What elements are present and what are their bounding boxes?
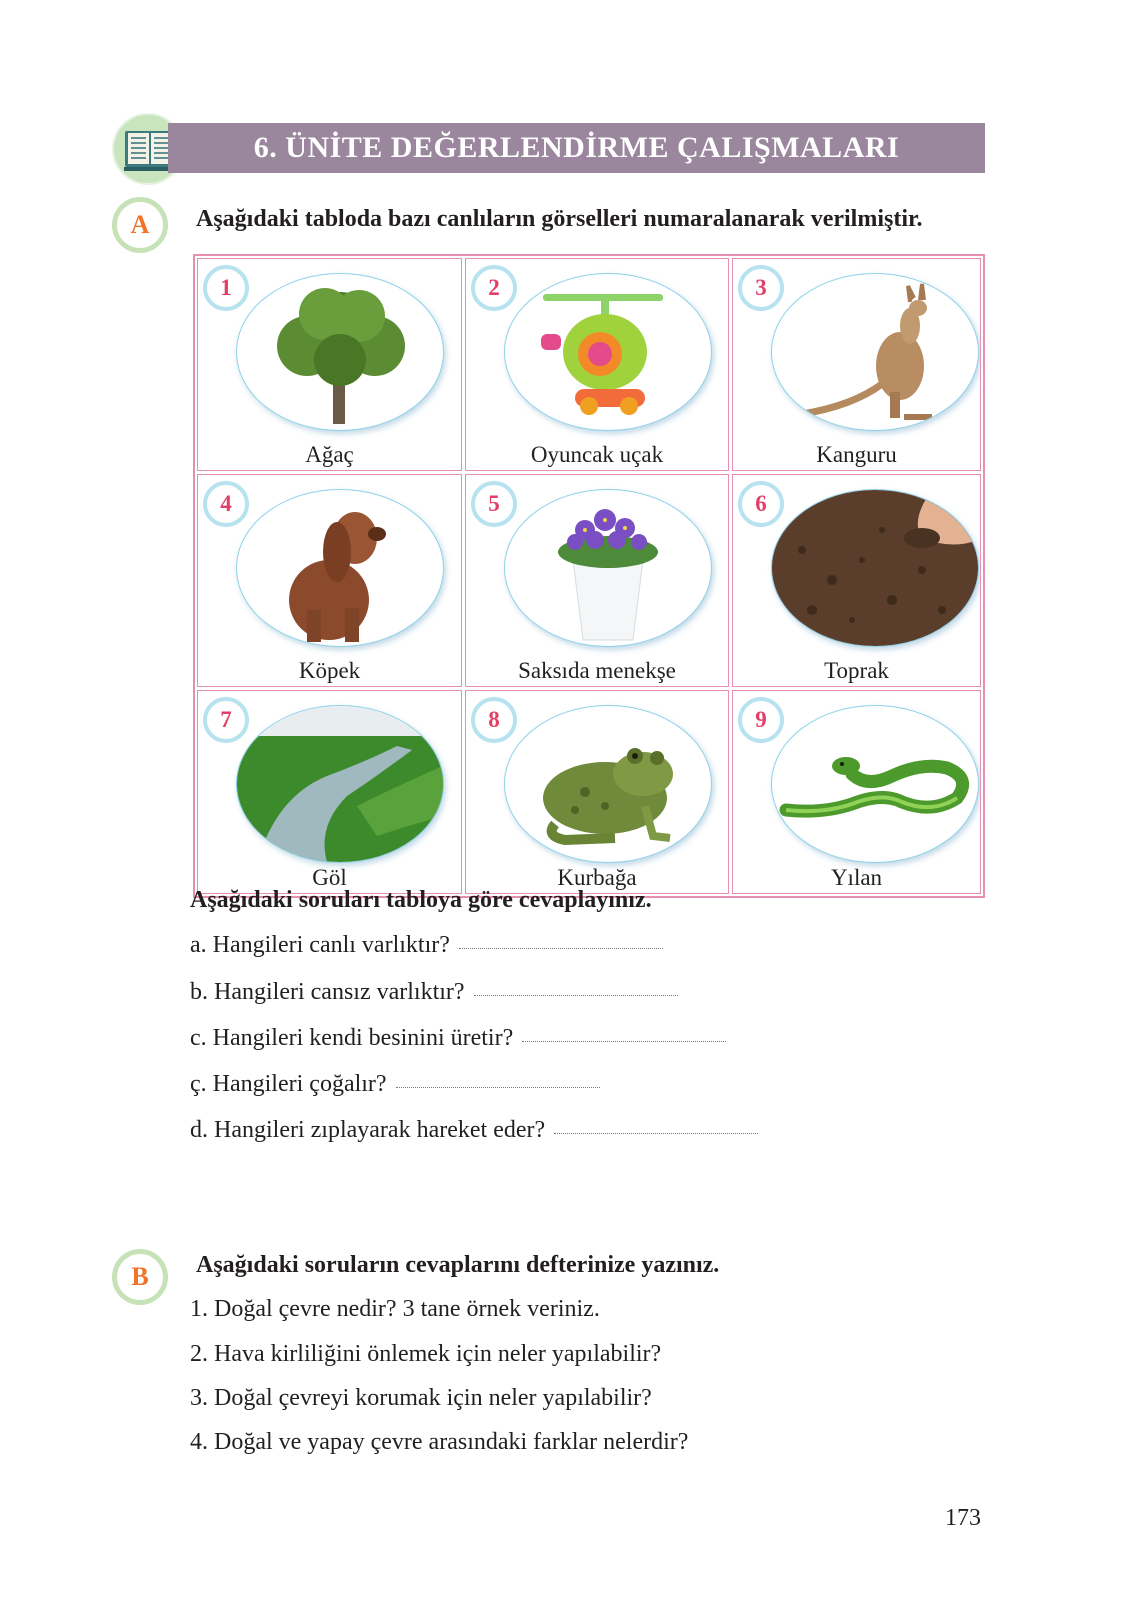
lake-image [236, 705, 444, 863]
cell-caption: Saksıda menekşe [518, 658, 676, 683]
potted-violet-image [504, 489, 712, 647]
toy-helicopter-image [504, 273, 712, 431]
question-b [190, 979, 678, 1006]
cell-caption: Yılan [830, 865, 883, 890]
cell-caption: Kanguru [816, 442, 897, 467]
table-cell [732, 474, 981, 687]
section-b-item: 3. Doğal çevreyi korumak için neler yapılabilir? [190, 1385, 652, 1411]
answer-line[interactable] [522, 1040, 726, 1042]
question-text: Hangileri zıplayarak hareket eder? [214, 1117, 546, 1143]
cell-caption: Oyuncak uçak [530, 442, 664, 467]
question-text: Hangileri kendi besinini üretir? [212, 1025, 514, 1051]
dog-image [236, 489, 444, 647]
page-number: 173 [945, 1505, 981, 1531]
cell-number: 3 [738, 265, 784, 311]
table-cell [732, 690, 981, 894]
section-b-item: 1. Doğal çevre nedir? 3 tane örnek veriniz. [190, 1296, 600, 1322]
cell-number: 6 [738, 481, 784, 527]
section-b-item: 4. Doğal ve yapay çevre arasındaki farklar nelerdir? [190, 1429, 689, 1455]
question-c [190, 1025, 726, 1052]
frog-image [504, 705, 712, 863]
table-cell [465, 690, 729, 894]
image-table [193, 254, 985, 898]
kangaroo-image [771, 273, 979, 431]
question-label: c. [190, 1025, 207, 1051]
cell-caption: Köpek [298, 658, 361, 683]
question-text: Hangileri cansız varlıktır? [214, 979, 465, 1005]
question-a [190, 932, 663, 959]
answer-line[interactable] [474, 994, 678, 996]
table-cell [197, 258, 462, 471]
question-text: Hangileri çoğalır? [212, 1071, 387, 1097]
cell-number: 2 [471, 265, 517, 311]
unit-title-bar: 6. ÜNİTE DEĞERLENDİRME ÇALIŞMALARI [168, 123, 985, 173]
soil-image [771, 489, 979, 647]
cell-number: 1 [203, 265, 249, 311]
section-a-badge: A [112, 197, 168, 253]
questions-title: Aşağıdaki soruları tabloya göre cevaplayınız. [190, 887, 652, 913]
table-cell [197, 474, 462, 687]
cell-number: 9 [738, 697, 784, 743]
section-a-intro: Aşağıdaki tabloda bazı canlıların görselleri numaralanarak verilmiştir. [196, 206, 923, 232]
table-cell [465, 474, 729, 687]
cell-number: 4 [203, 481, 249, 527]
question-label: a. [190, 932, 207, 958]
question-label: d. [190, 1117, 208, 1143]
answer-line[interactable] [396, 1086, 600, 1088]
cell-caption: Ağaç [305, 442, 354, 467]
snake-image [771, 705, 979, 863]
cell-number: 7 [203, 697, 249, 743]
answer-line[interactable] [459, 947, 663, 949]
question-label: b. [190, 979, 208, 1005]
cell-caption: Toprak [824, 658, 889, 683]
table-cell [465, 258, 729, 471]
cell-caption: Göl [312, 865, 347, 890]
cell-caption: Kurbağa [557, 865, 637, 890]
cell-number: 5 [471, 481, 517, 527]
table-cell [732, 258, 981, 471]
section-b-item: 2. Hava kirliliğini önlemek için neler yapılabilir? [190, 1341, 662, 1367]
question-d [190, 1117, 758, 1144]
question-c-cedilla [190, 1071, 600, 1098]
table-cell [197, 690, 462, 894]
section-b-badge: B [112, 1249, 168, 1305]
tree-image [236, 273, 444, 431]
question-text: Hangileri canlı varlıktır? [212, 932, 450, 958]
question-label: ç. [190, 1071, 207, 1097]
section-b-title: Aşağıdaki soruların cevaplarını defterinize yazınız. [196, 1252, 720, 1278]
cell-number: 8 [471, 697, 517, 743]
answer-line[interactable] [554, 1132, 758, 1134]
